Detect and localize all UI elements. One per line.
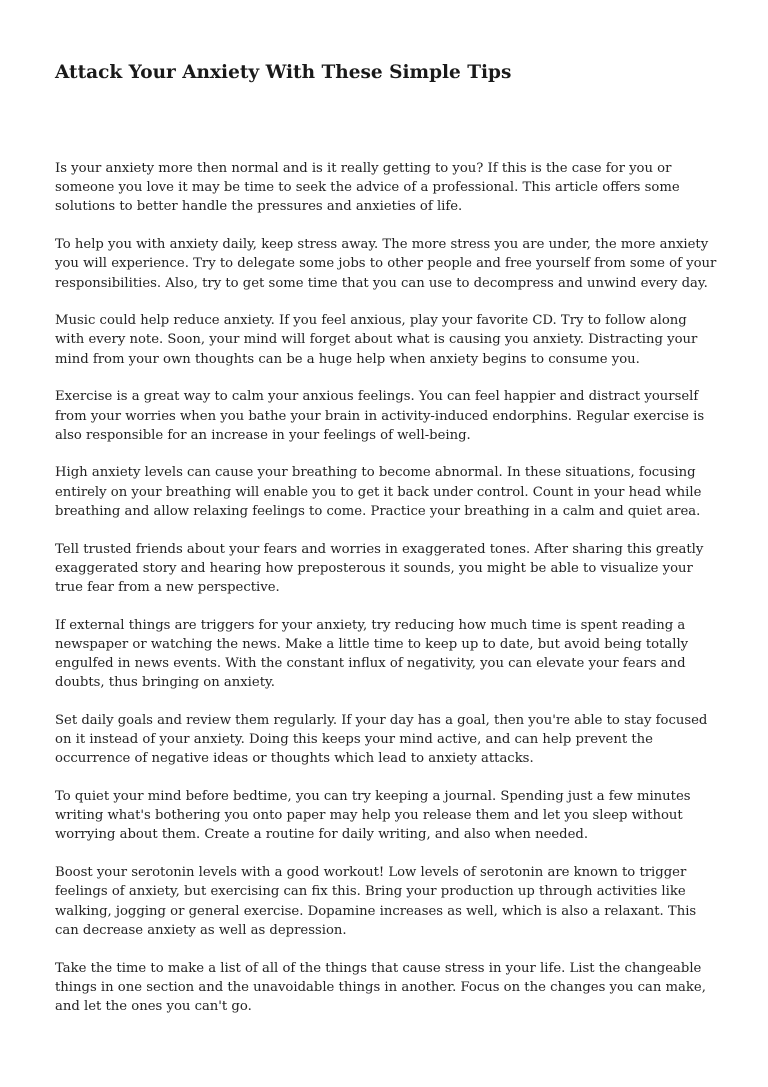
article-body bbox=[55, 159, 720, 1035]
article-paragraph: Music could help reduce anxiety. If you feel anxious, play your favorite CD. Try to follow along with every note. Soon, your mind will forget about what is causing you anxiety. Distracting your mind from your own thoughts can be a huge help when anxiety begins to consume you. bbox=[55, 313, 698, 367]
article-paragraph: Boost your serotonin levels with a good workout! Low levels of serotonin are known to trigger feelings of anxiety, but exercising can fix this. Bring your production up through activities like walking, jogging or general exercise. Dopamine increases as well, which is also a relaxant. This can decrease anxiety as well as depression. bbox=[55, 865, 697, 938]
article-paragraph: Tell trusted friends about your fears and worries in exaggerated tones. After sharing this greatly exaggerated story and hearing how preposterous it sounds, you might be able to visualize your true fear from a new perspective. bbox=[55, 541, 704, 595]
article-paragraph: If external things are triggers for your anxiety, try reducing how much time is spent reading a newspaper or watching the news. Make a little time to keep up to date, but avoid being totally engulfed in news events. With the constant influx of negativity, you can elevate your fears and doubts, thus bringing on anxiety. bbox=[55, 617, 689, 691]
article-paragraph: To quiet your mind before bedtime, you can try keeping a journal. Spending just a few minutes writing what's bothering you onto paper may help you release them and let you sleep without worrying about them. Create a routine for daily writing, and also when needed. bbox=[55, 789, 691, 843]
article-paragraph: Is your anxiety more then normal and is it really getting to you? If this is the case for you or someone you love it may be time to seek the advice of a professional. This article offers some solutions to better handle the pressures and anxieties of life. bbox=[55, 161, 680, 215]
article-paragraph: Exercise is a great way to calm your anxious feelings. You can feel happier and distract yourself from your worries when you bathe your brain in activity-induced endorphins. Regular exercise is also responsible for an increase in your feelings of well-being. bbox=[55, 389, 705, 443]
article-paragraph: Take the time to make a list of all of the things that cause stress in your life. List the changeable things in one section and the unavoidable things in another. Focus on the changes you can make, and let the ones you can't go. bbox=[55, 960, 706, 1014]
article-paragraph: Set daily goals and review them regularly. If your day has a goal, then you're able to stay focused on it instead of your anxiety. Doing this keeps your mind active, and can help prevent the occurrence of negative ideas or thoughts which lead to anxiety attacks. bbox=[55, 712, 708, 767]
article-title: Attack Your Anxiety With These Simple Tips bbox=[55, 62, 512, 83]
article-paragraph: To help you with anxiety daily, keep stress away. The more stress you are under, the more anxiety you will experience. Try to delegate some jobs to other people and free yourself from some of your responsibilities. Also, try to get some time that you can use to decompress and unwind every day. bbox=[55, 237, 717, 291]
article-paragraph: High anxiety levels can cause your breathing to become abnormal. In these situations, focusing entirely on your breathing will enable you to get it back under control. Count in your head while breathing and allow relaxing feelings to come. Practice your breathing in a calm and quiet area. bbox=[55, 465, 702, 519]
